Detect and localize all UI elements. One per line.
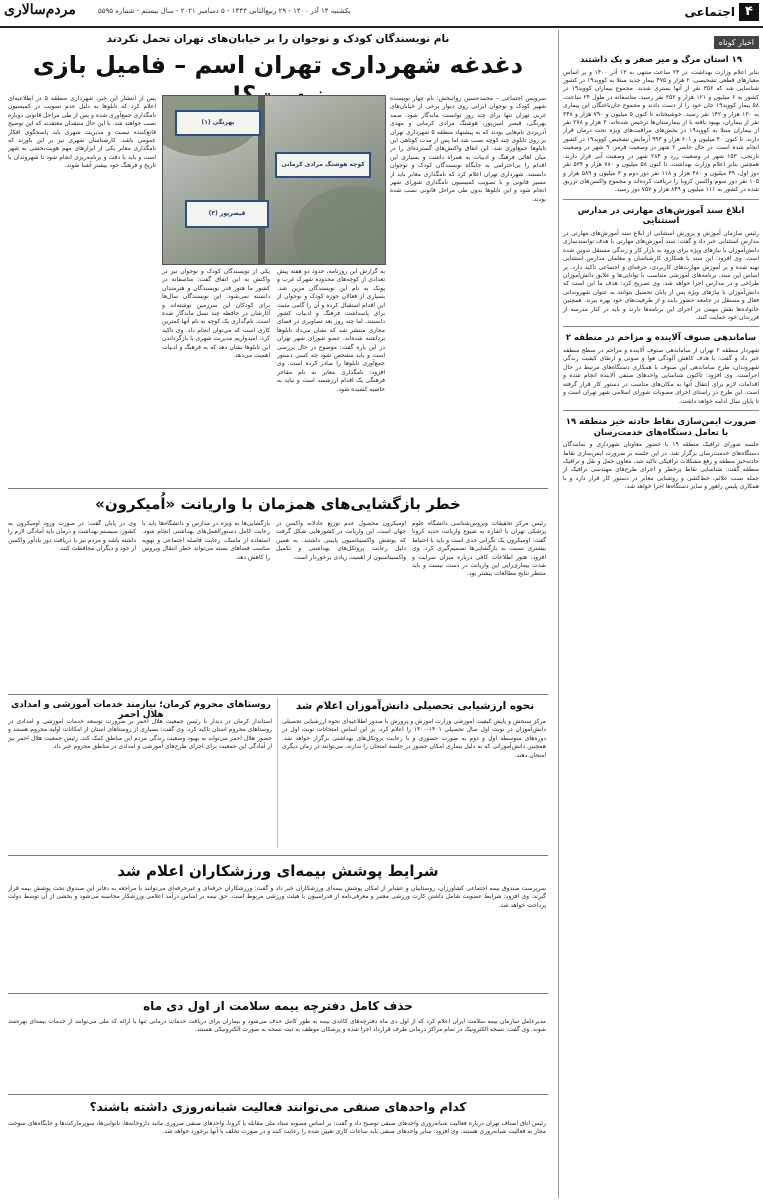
article-text: سرویس اجتماعی – محمدحسین روانبخش: نام چهار نویسنده شهیر کودک و نوجوان ایرانی روی دیوار برخی از خیابان‌های غربی تهران تنها برای چند روز توانست ماندگار شود. صمد بهرنگی، قیصر امین‌پور، هوشنگ مرادی کرمانی و مهدی آذریزدی نام‌هایی بودند که به پیشنهاد منطقه ۵ شهرداری تهران بر روی تابلوی چند کوچه نصب شد اما پس از مدت کوتاهی این تابلوها جمع‌آوری شد. این اتفاق واکنش‌های گسترده‌ای را در میان اهالی فرهنگ و ادبیات به همراه داشت و بسیاری این اقدام را بی‌احترامی به جایگاه نویسندگان کودک و نوجوان دانستند. شهرداری تهران اعلام کرد که نامگذاری معابر باید از مسیر قانونی و با تصویب کمیسیون نامگذاری شورای شهر انجام شود و این تابلوها بدون طی مراحل قانونی نصب شده بودند. bbox=[390, 95, 546, 203]
story-column bbox=[8, 718, 272, 848]
article-text: رئیس اتاق اصناف تهران درباره فعالیت شبانه‌روزی واحدهای صنفی توضیح داد و گفت: بر اساس مصوبه ستاد ملی مقابله با کرونا، واحدهای صنفی ضروری مانند داروخانه‌ها، نانوایی‌ها، سوپرمارکت‌ها و جایگاه‌های سوخت مجاز به فعالیت شبانه‌روزی هستند. وی افزود: سایر واحدهای صنفی باید ساعات کاری تعیین شده را رعایت کنند و در صورت تخلف با آنها برخورد خواهد شد. bbox=[8, 1120, 546, 1136]
article-text: مدیرعامل سازمان بیمه سلامت ایران اعلام کرد که از اول دی ماه دفترچه‌های کاغذی بیمه به طور کامل حذف می‌شود و بیماران برای دریافت خدمات درمانی تنها با ارائه کد ملی می‌توانند از خدمات بیمه‌ای بهره‌مند شوند. وی گفت: نسخه الکترونیک در تمام مراکز درمانی طرف قرارداد اجرا شده و پزشکان موظف به ثبت نسخه به صورت الکترونیکی هستند. bbox=[8, 1018, 546, 1034]
street-sign: کوچه هوشنگ مرادی کرمانی bbox=[275, 152, 371, 178]
divider bbox=[563, 199, 759, 200]
street-sign-photo bbox=[162, 95, 386, 265]
newspaper-logo: مردم‌سالاری bbox=[4, 2, 76, 18]
street-sign: بهرنگی (۱) bbox=[175, 110, 261, 136]
sidebar-item-title: ساماندهی صنوف آلاینده و مزاحم در منطقه ۲ bbox=[565, 333, 757, 344]
article-text: استاندار کرمان در دیدار با رئیس جمعیت هلال احمر بر ضرورت توسعه خدمات آموزشی و امدادی در روستاهای محروم استان تاکید کرد. وی گفت: بسیاری از روستاهای استان از امکانات اولیه محروم هستند و حضور هلال احمر می‌تواند به بهبود وضعیت زندگی مردم این مناطق کمک کند. رئیس جمعیت هلال احمر نیز از آمادگی این جمعیت برای اجرای طرح‌های آموزشی و امدادی در مناطق محروم خبر داد. bbox=[8, 718, 272, 751]
article-text: وی در پایان گفت: در صورت ورود اومیکرون به کشور، سیستم بهداشت و درمان باید آمادگی لازم را داشته باشد و مردم نیز با دریافت دوز یادآور واکسن از خود و دیگران محافظت کنند. bbox=[8, 520, 136, 553]
article-text: رئیس مرکز تحقیقات ویروس‌شناسی دانشگاه علوم پزشکی تهران با اشاره به شیوع واریانت جدید کرونا گفت: اومیکرون یک نگرانی جدی است و باید با احتیاط بیشتری نسبت به بازگشایی‌ها تصمیم‌گیری کرد. وی افزود: هنوز اطلاعات کافی درباره میزان سرایت و شدت بیماری‌زایی این واریانت در دست نیست و باید منتظر نتایج مطالعات بیشتر بود. bbox=[412, 520, 546, 578]
news-sidebar bbox=[558, 30, 759, 1198]
divider bbox=[8, 993, 548, 994]
sidebar-label: اخبار کوتاه bbox=[714, 36, 759, 49]
sidebar-item-title: ضرورت ایمن‌سازی نقاط حادثه خیز منطقه ۱۹ با تعامل دستگاه‌های خدمت‌رسان bbox=[565, 416, 757, 438]
article-text: اومیکرون محصول عدم توزیع عادلانه واکسن در جهان است. این واریانت در کشورهایی شکل گرفت که پوشش واکسیناسیون پایینی داشتند. به همین دلیل رعایت پروتکل‌های بهداشتی و تکمیل واکسیناسیون از اهمیت زیادی برخوردار است. bbox=[276, 520, 406, 561]
article-text: مرکز سنجش و پایش کیفیت آموزشی وزارت آموزش و پرورش با صدور اطلاعیه‌ای نحوه ارزشیابی تحصیلی دانش‌آموزان در نوبت اول سال تحصیلی ۱۴۰۱-۱۴۰۰ را اعلام کرد. بر این اساس امتحانات نوبت اول در دوره‌های متوسطه اول و دوم به صورت حضوری و با رعایت پروتکل‌های بهداشتی برگزار خواهد شد. همچنین دانش‌آموزانی که به دلیل بیماری امکان حضور در جلسه امتحان را ندارند، می‌توانند در زمان دیگری امتحان دهند. bbox=[282, 718, 546, 759]
story-column bbox=[142, 520, 270, 688]
sidebar-item-body: جلسه شورای ترافیک منطقه ۱۹ با حضور معاونان شهرداری و نمایندگان دستگاه‌های خدمت‌رسان برگزار شد. در این جلسه بر ضرورت ایمن‌سازی نقاط حادثه‌خیز منطقه و رفع مشکلات ترافیکی تاکید شد. معاون حمل و نقل و ترافیک منطقه گفت: شناسایی نقاط پرخطر و اجرای طرح‌های مهندسی ترافیک از جمله نصب علائم، خط‌کشی و روشنایی معابر در دستور کار قرار دارد و با همکاری پلیس راهور و سایر دستگاه‌ها اجرا خواهد شد. bbox=[563, 441, 759, 491]
story-headline: کدام واحدهای صنفی می‌توانند فعالیت شبانه‌روزی داشته باشند؟ bbox=[89, 1100, 467, 1114]
divider bbox=[8, 1094, 548, 1095]
street-sign: قیصرپور (۳) bbox=[185, 200, 269, 228]
sidebar-item-title: ابلاغ سند آموزش‌های مهارتی در مدارس استثنایی bbox=[577, 205, 745, 227]
lead-column bbox=[390, 95, 546, 480]
story-headline: خطر بازگشایی‌های همزمان با واریانت «اُمیکرون» bbox=[95, 495, 461, 513]
sidebar-item-body: بنابر اعلام وزارت بهداشت، در ۲۴ ساعت منتهی به ۱۳ آذر ۱۴۰۰ و بر اساس معیارهای قطعی تشخیصی، ۲ هزار و ۴۷۵ بیمار جدید مبتلا به کووید۱۹ در کشور شناسایی شد که ۳۵۶ نفر از آنها بستری شدند. مجموع بیماران کووید۱۹ در کشور به ۶ میلیون و ۱۲۱ هزار و ۳۵۲ نفر رسید. متاسفانه در طول ۲۴ ساعت، ۵۸ بیمار کووید۱۹ جان خود را از دست دادند و مجموع جان‌باختگان این بیماری به ۱۳۰ هزار و ۱۴۲ نفر رسید. خوشبختانه تا کنون ۵ میلیون و ۷۹۰ هزار و ۳۴۸ نفر از بیماران، بهبود یافته یا از بیمارستان‌ها ترخیص شده‌اند. ۳ هزار و ۲۷۸ نفر از بیماران مبتلا به کووید۱۹ در بخش‌های مراقبت‌های ویژه تحت درمان قرار دارند. تا کنون ۴۰ میلیون و ۶۰۱ هزار و ۹۹۳ آزمایش تشخیص کووید۱۹ در کشور انجام شده است. در حال حاضر ۲ شهر در وضعیت قرمز، ۹ شهر در وضعیت نارنجی، ۱۵۳ شهر در وضعیت زرد و ۲۸۴ شهر در وضعیت آبی قرار دارند. همچنین بنابر اعلام وزارت بهداشت، تا کنون ۵۸ میلیون و ۷۸۰ هزار و ۵۳۴ نفر دوز اول، ۴۹ میلیون و ۴۸۰ هزار و ۱۱۸ نفر دوز دوم و ۳ میلیون و ۵۸۹ هزار و ۱۰۵ نفر دوز سوم واکسن کرونا را دریافت کرده‌اند و مجموع واکسن‌های تزریق شده در کشور به ۱۱۱ میلیون و ۸۴۹ هزار و ۷۵۷ دوز رسید. bbox=[563, 68, 759, 194]
sidebar-item-body: رئیس سازمان آموزش و پرورش استثنایی از ابلاغ سند آموزش‌های مهارتی در مدارس استثنایی خبر داد و گفت: سند آموزش‌های مهارتی با هدف توانمندسازی دانش‌آموزان با نیازهای ویژه برای ورود به بازار کار و زندگی مستقل تدوین شده است. وی افزود: این سند با همکاری کارشناسان و معلمان مدارس استثنایی تهیه شده و بر آموزش مهارت‌های کاربردی، حرفه‌ای و اجتماعی تاکید دارد. بر اساس این سند، برنامه‌های آموزشی متناسب با توانایی‌ها و علایق دانش‌آموزان طراحی و در مدارس اجرا خواهد شد. وی تصریح کرد: هدف ما این است که دانش‌آموزان با نیازهای ویژه پس از پایان تحصیل بتوانند به عنوان شهروندانی فعال و مستقل در جامعه حضور یابند و از ظرفیت‌های خود بهره ببرند. همچنین خانواده‌ها نقش مهمی در اجرای این برنامه‌ها دارند و باید در کنار مدرسه از فرزندان خود حمایت کنند. bbox=[563, 229, 759, 322]
article-text: بازگشایی‌ها به ویژه در مدارس و دانشگاه‌ها باید با رعایت کامل دستورالعمل‌های بهداشتی انجام شود. استفاده از ماسک، رعایت فاصله اجتماعی و تهویه مناسب فضاهای بسته می‌تواند خطر انتقال ویروس را کاهش دهد. bbox=[142, 520, 270, 561]
story-column bbox=[8, 1120, 546, 1196]
story-column bbox=[8, 885, 546, 985]
divider bbox=[563, 326, 759, 327]
divider bbox=[8, 855, 548, 856]
article-text: یکی از نویسندگان کودک و نوجوان نیز در واکنش به این اتفاق گفت: متاسفانه در کشور ما هنوز قدر نویسندگان و هنرمندان دانسته نمی‌شود. این نویسندگان سال‌ها برای کودکان این سرزمین نوشته‌اند و آثارشان در حافظه چند نسل ماندگار شده است. نام‌گذاری یک کوچه به نام آنها کمترین کاری است که می‌توان انجام داد. وی تاکید کرد: امیدواریم مدیریت شهری با بازگرداندن این تابلوها نشان دهد که به فرهنگ و ادبیات اهمیت می‌دهد. bbox=[162, 268, 270, 360]
divider bbox=[277, 698, 278, 848]
story-headline: روستاهای محروم کرمان؛ نیازمند خدمات آموزشی و امدادی هلال احمر bbox=[11, 700, 271, 720]
tree-foliage bbox=[293, 186, 386, 265]
dateline: یکشنبه ۱۴ آذر ۱۴۰۰ - ۲۹ ربیع‌الثانی ۱۴۴۳ - ۵ دسامبر ۲۰۲۱ - سال بیستم - شماره ۵۵۹۵ bbox=[98, 7, 351, 15]
story-headline: شرایط پوشش بیمه‌ای ورزشکاران اعلام شد bbox=[117, 862, 439, 880]
story-headline: نحوه ارزشیابی تحصیلی دانش‌آموزان اعلام شد bbox=[295, 700, 535, 712]
story-column bbox=[8, 520, 136, 688]
page-header bbox=[0, 0, 763, 28]
sidebar-item-body: شهردار منطقه ۲ تهران از ساماندهی صنوف آلاینده و مزاحم در سطح منطقه خبر داد و گفت: با هدف کاهش آلودگی هوا و صوتی و ارتقای کیفیت زندگی شهروندان، طرح ساماندهی این صنوف با همکاری دستگاه‌های مرتبط در حال اجراست. وی افزود: تاکنون شناسایی واحدهای صنفی آلاینده انجام شده و اقدامات لازم برای انتقال آنها به مکان‌های مناسب در دستور کار قرار گرفته است. این طرح در راستای اجرای مصوبات شورای اسلامی شهر تهران است و تا پایان سال ادامه خواهد داشت. bbox=[563, 347, 759, 405]
lead-headline: دغدغه شهرداری تهران اسم – فامیل بازی bbox=[32, 51, 524, 79]
story-column bbox=[412, 520, 546, 688]
story-column bbox=[8, 1018, 546, 1088]
article-text: سرپرست صندوق بیمه اجتماعی کشاورزان، روستاییان و عشایر از امکان پوشش بیمه‌ای ورزشکاران خبر داد و گفت: ورزشکاران حرفه‌ای و غیرحرفه‌ای می‌توانند با مراجعه به دفاتر این صندوق تحت پوشش بیمه قرار گیرند. وی افزود: شرایط عضویت شامل داشتن کارت ورزشی معتبر و معرفی‌نامه از فدراسیون یا هیئت ورزشی مربوط است. حق بیمه بر اساس درآمد اعلامی ورزشکار محاسبه می‌شود و بخشی از آن توسط دولت پرداخت خواهد شد. bbox=[8, 885, 546, 909]
story-column bbox=[282, 718, 546, 848]
page-number: ۴ bbox=[739, 3, 759, 21]
sidebar-item-title: ۱۹ استان مرگ و میر صفر و یک داشتند bbox=[579, 55, 743, 65]
story-headline: حذف کامل دفترچه بیمه سلامت از اول دی ماه bbox=[143, 999, 413, 1013]
section-tag bbox=[684, 3, 759, 21]
article-text: به گزارش این روزنامه، حدود دو هفته پیش تعدادی از کوچه‌های محدوده شهرک غرب و پونک به نام این نویسندگان مزین شد. بسیاری از فعالان حوزه کودک و نوجوان از این اقدام استقبال کرده و آن را گامی مثبت برای پاسداشت فرهنگ و ادبیات کشور دانستند. اما چند روز بعد تصاویری در فضای مجازی منتشر شد که نشان می‌داد تابلوها برداشته شده‌اند. عضو شورای شهر تهران در این باره گفت: موضوع در حال بررسی است و باید مشخص شود چه کسی دستور جمع‌آوری تابلوها را صادر کرده است. وی افزود: نامگذاری معابر به نام مفاخر فرهنگی یک اقدام ارزشمند است و نباید به حاشیه کشیده شود. bbox=[277, 268, 385, 393]
lead-column bbox=[162, 268, 270, 480]
divider bbox=[563, 410, 759, 411]
story-column bbox=[276, 520, 406, 688]
divider bbox=[8, 694, 548, 695]
article-text: پس از انتشار این خبر، شهرداری منطقه ۵ در اطلاعیه‌ای اعلام کرد که تابلوها به دلیل عدم تصویب در کمیسیون نامگذاری جمع‌آوری شده و پس از طی مراحل قانونی دوباره نصب خواهند شد. با این حال منتقدان معتقدند که این توضیح قانع‌کننده نیست و مدیریت شهری باید پاسخگوی افکار عمومی باشد. کارشناسان شهری نیز بر این باورند که نامگذاری معابر یکی از ابزارهای مهم هویت‌بخشی به شهر است و باید با دقت و برنامه‌ریزی انجام شود تا شهروندان با تاریخ و فرهنگ خود بیشتر آشنا شوند. bbox=[8, 95, 156, 170]
divider bbox=[8, 488, 548, 489]
section-name: اجتماعی bbox=[684, 5, 735, 19]
lead-column bbox=[8, 95, 156, 480]
lead-column bbox=[277, 268, 385, 480]
lead-kicker: نام نویسندگان کودک و نوجوان را بر خیابان‌های تهران تحمل نکردند bbox=[106, 33, 450, 45]
